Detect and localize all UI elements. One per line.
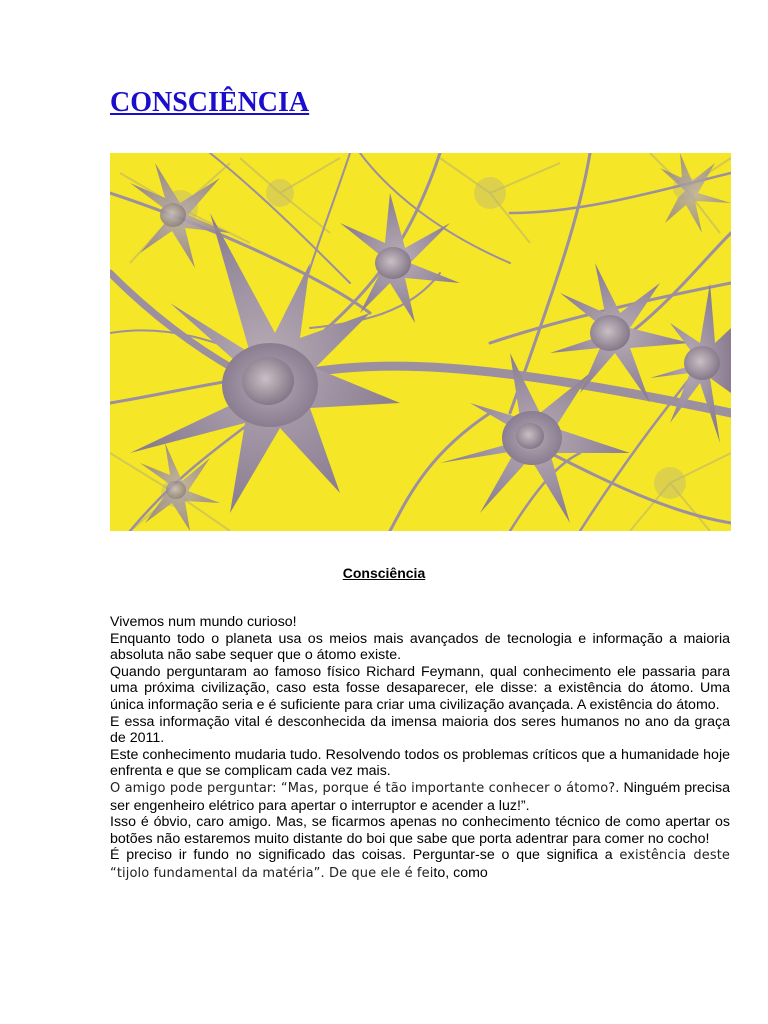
- paragraph: Vivemos num mundo curioso!: [110, 614, 297, 630]
- last-end-text: to, como: [433, 864, 488, 881]
- neurons-image: [110, 153, 731, 531]
- document-body: [110, 614, 730, 883]
- paragraph: Enquanto todo o planeta usa os meios mais avançados de tecnologia e informação a maioria absoluta não sabe sequer que o átomo existe.: [110, 630, 730, 664]
- last-alt-font-text: existência deste “tijolo fundamental da matéria”. De que ele é fei: [110, 848, 730, 881]
- document-title-link[interactable]: CONSCIÊNCIA: [110, 87, 310, 118]
- paragraph: Este conhecimento mudaria tudo. Resolvendo todos os problemas críticos que a humanidade hoje enfrenta e que se complicam cada vez mais.: [110, 746, 730, 780]
- paragraph-last: [110, 847, 730, 882]
- quote-rest-text: Ninguém precisa ser engenheiro elétrico para apertar o interruptor e acender a luz!”.: [110, 779, 730, 814]
- document-subtitle: Consciência: [342, 565, 426, 581]
- quote-alt-font-text: O amigo pode perguntar: “Mas, porque é tão importante conhecer o átomo?.: [110, 780, 620, 796]
- paragraph: Isso é óbvio, caro amigo. Mas, se ficarmos apenas no conhecimento técnico de como apertar os botões não estaremos muito distante do boi que sabe que porta adentrar para comer no cocho!: [110, 814, 730, 847]
- paragraph-quote: [110, 780, 730, 814]
- paragraph: E essa informação vital é desconhecida da imensa maioria dos seres humanos no ano da graça de 2011.: [110, 713, 730, 747]
- paragraph: Quando perguntaram ao famoso físico Richard Feymann, qual conhecimento ele passaria para uma próxima civilização, caso esta fosse desaparecer, ele disse: a existência do átomo. Uma única informação seria e é suficiente para criar uma civilização avançada. A existência do átomo.: [110, 663, 730, 713]
- last-start-text: É preciso ir fundo no significado das coisas. Perguntar-se o que significa a: [110, 847, 620, 864]
